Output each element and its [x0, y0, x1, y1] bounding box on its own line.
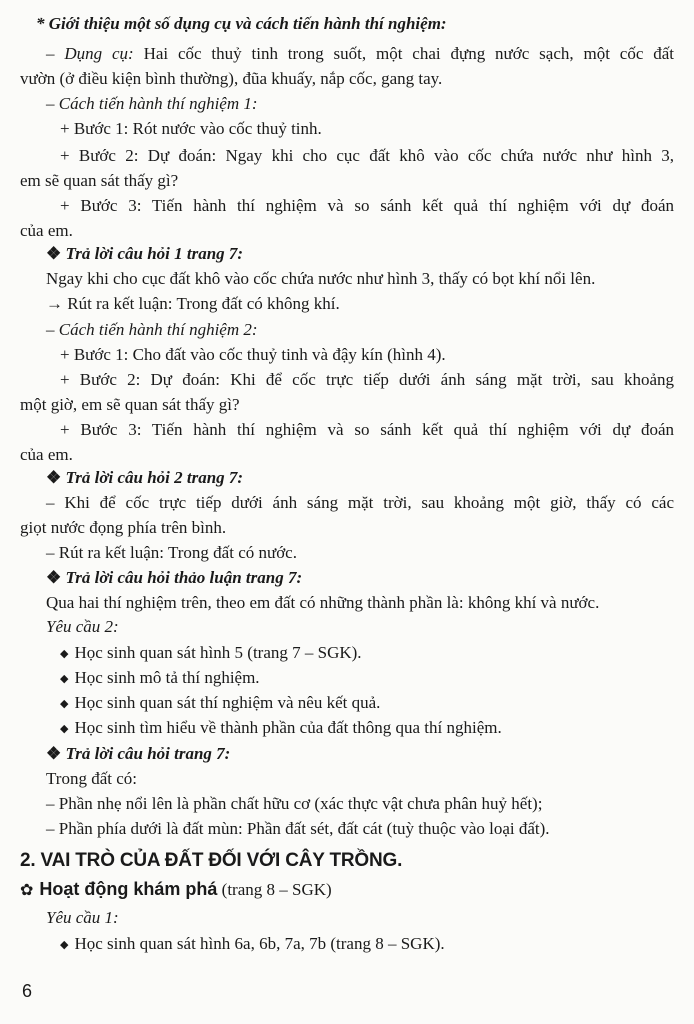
four-diamond-icon: ❖	[46, 568, 62, 587]
paragraph-line: của em.	[20, 221, 73, 240]
answer-heading	[46, 466, 694, 490]
paragraph-line: – Rút ra kết luận: Trong đất có nước.	[46, 543, 297, 562]
four-diamond-icon: ❖	[46, 468, 62, 487]
step-line: + Bước 2: Dự đoán: Khi để cốc trực tiếp dưới ánh sáng mặt trời, sau khoảng	[60, 370, 674, 389]
intro-heading: * Giới thiệu một số dụng cụ và cách tiến hành thí nghiệm:	[36, 14, 447, 33]
step-line: + Bước 2: Dự đoán: Ngay khi cho cục đất khô vào cốc chứa nước như hình 3,	[60, 146, 674, 165]
experiment-2-heading: – Cách tiến hành thí nghiệm 2:	[46, 320, 258, 339]
paragraph-line: của em.	[20, 445, 73, 464]
paragraph-line: – Phần nhẹ nổi lên là phần chất hữu cơ (xác thực vật chưa phân huỷ hết);	[46, 794, 543, 813]
list-item	[60, 691, 694, 717]
tools-line: – Dụng cụ: Hai cốc thuỷ tinh trong suốt, một chai đựng nước sạch, một cốc đất	[46, 44, 674, 63]
paragraph-line: một giờ, em sẽ quan sát thấy gì?	[20, 395, 240, 414]
step-line: + Bước 1: Rót nước vào cốc thuỷ tinh.	[60, 119, 322, 138]
answer-heading	[46, 742, 694, 766]
answer-heading-text: Trả lời câu hỏi 2 trang 7:	[65, 468, 244, 487]
section-heading: 2. VAI TRÒ CỦA ĐẤT ĐỐI VỚI CÂY TRỒNG.	[20, 850, 403, 871]
four-diamond-icon: ❖	[46, 744, 62, 763]
answer-heading-text: Trả lời câu hỏi trang 7:	[65, 744, 231, 763]
paragraph-line: → Rút ra kết luận: Trong đất có không khí.	[46, 294, 340, 313]
activity-ref: (trang 8 – SGK)	[221, 880, 332, 899]
activity-heading	[20, 876, 332, 903]
answer-heading-text: Trả lời câu hỏi thảo luận trang 7:	[65, 568, 303, 587]
step-line: + Bước 3: Tiến hành thí nghiệm và so sánh kết quả thí nghiệm với dự đoán	[60, 196, 674, 215]
diamond-bullet-icon: ◆	[60, 939, 69, 951]
tools-text: Hai cốc thuỷ tinh trong suốt, một chai đựng nước sạch, một cốc đất	[143, 44, 674, 63]
requirement-heading: Yêu cầu 2:	[46, 617, 119, 636]
page-number: 6	[22, 981, 33, 1001]
list-item	[60, 716, 694, 742]
paragraph-line: em sẽ quan sát thấy gì?	[20, 171, 179, 190]
experiment-1-heading: – Cách tiến hành thí nghiệm 1:	[46, 94, 258, 113]
answer-heading-text: Trả lời câu hỏi 1 trang 7:	[65, 244, 244, 263]
answer-heading	[46, 566, 694, 590]
list-item-text: Học sinh mô tả thí nghiệm.	[74, 668, 260, 687]
list-item-text: Học sinh quan sát thí nghiệm và nêu kết quả.	[74, 693, 381, 712]
paragraph-line: Qua hai thí nghiệm trên, theo em đất có những thành phần là: không khí và nước.	[46, 593, 600, 612]
paragraph-line: Ngay khi cho cục đất khô vào cốc chứa nước như hình 3, thấy có bọt khí nổi lên.	[46, 269, 596, 288]
paragraph-line: giọt nước đọng phía trên bình.	[20, 518, 227, 537]
paragraph-line: Trong đất có:	[46, 769, 137, 788]
diamond-bullet-icon: ◆	[60, 648, 69, 660]
paragraph-line: – Phần phía dưới là đất mùn: Phần đất sét, đất cát (tuỳ thuộc vào loại đất).	[46, 819, 550, 838]
list-item-text: Học sinh quan sát hình 6a, 6b, 7a, 7b (trang 8 – SGK).	[74, 934, 445, 953]
list-item	[60, 641, 694, 667]
list-item-text: Học sinh tìm hiểu về thành phần của đất thông qua thí nghiệm.	[74, 718, 502, 737]
diamond-bullet-icon: ◆	[60, 698, 69, 710]
answer-heading	[46, 242, 694, 266]
step-line: + Bước 1: Cho đất vào cốc thuỷ tinh và đậy kín (hình 4).	[60, 345, 446, 364]
list-item	[60, 932, 694, 958]
requirement-heading: Yêu cầu 1:	[46, 908, 119, 927]
paragraph-line: vườn (ở điều kiện bình thường), đũa khuấy, nắp cốc, gang tay.	[20, 69, 443, 88]
four-diamond-icon: ❖	[46, 244, 62, 263]
diamond-bullet-icon: ◆	[60, 673, 69, 685]
flower-icon: ✿	[20, 880, 34, 899]
activity-title: Hoạt động khám phá	[39, 879, 218, 899]
paragraph-line: – Khi để cốc trực tiếp dưới ánh sáng mặt trời, sau khoảng một giờ, thấy có các	[46, 493, 674, 512]
diamond-bullet-icon: ◆	[60, 723, 69, 735]
list-item-text: Học sinh quan sát hình 5 (trang 7 – SGK).	[74, 643, 362, 662]
step-line: + Bước 3: Tiến hành thí nghiệm và so sánh kết quả thí nghiệm với dự đoán	[60, 420, 674, 439]
list-item	[60, 666, 694, 692]
